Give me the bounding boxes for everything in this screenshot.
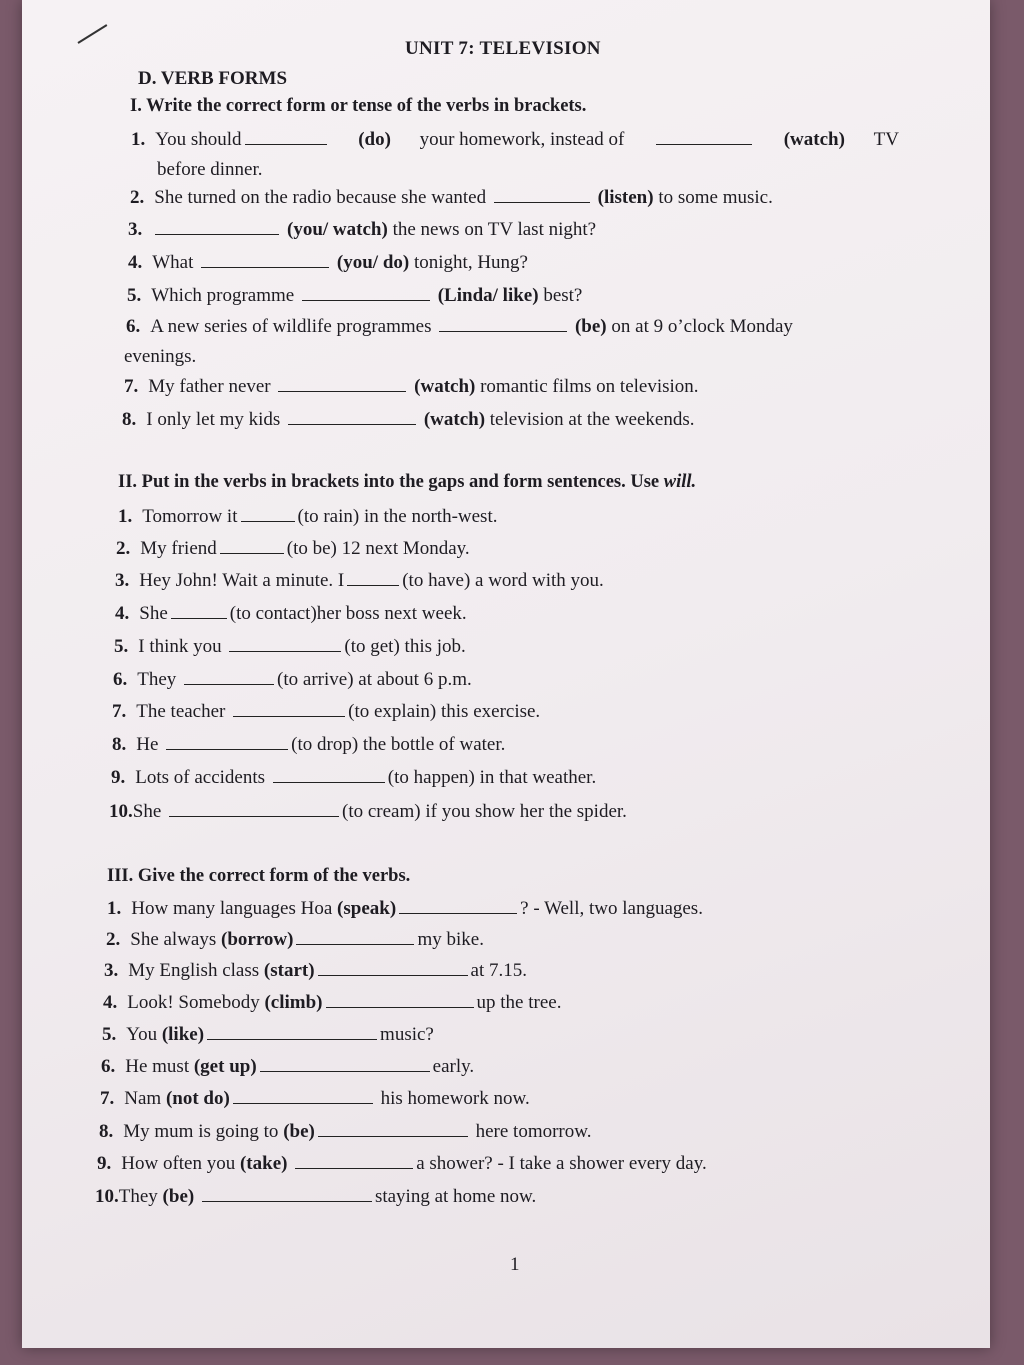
answer-blank[interactable] (241, 505, 295, 522)
part2-heading: II. Put in the verbs in brackets into the gaps and form sentences. Use will. (118, 472, 697, 492)
answer-blank[interactable] (229, 635, 341, 652)
answer-blank[interactable] (207, 1023, 377, 1040)
answer-blank[interactable] (494, 186, 590, 203)
part1-item-6-cont: evenings. (124, 346, 197, 367)
check-mark-icon (77, 24, 107, 44)
part1-item-8: 8. I only let my kids (watch) television at the weekends. (122, 409, 695, 430)
answer-blank[interactable] (439, 315, 567, 332)
answer-blank[interactable] (399, 897, 517, 914)
part2-item-7: 7. The teacher (to explain) this exercise. (112, 701, 541, 722)
answer-blank[interactable] (295, 1152, 413, 1169)
answer-blank[interactable] (278, 375, 406, 392)
answer-blank[interactable] (347, 569, 399, 586)
part3-item-2: 2. She always (borrow) my bike. (106, 929, 484, 950)
answer-blank[interactable] (245, 128, 327, 145)
part2-item-8: 8. He (to drop) the bottle of water. (112, 734, 506, 755)
answer-blank[interactable] (155, 218, 279, 235)
part2-item-3: 3. Hey John! Wait a minute. I (to have) a word with you. (115, 570, 604, 591)
part2-item-2: 2. My friend (to be) 12 next Monday. (116, 538, 470, 559)
answer-blank[interactable] (296, 928, 414, 945)
answer-blank[interactable] (169, 800, 339, 817)
part1-item-2: 2. She turned on the radio because she wanted (listen) to some music. (130, 187, 773, 208)
answer-blank[interactable] (202, 1185, 372, 1202)
part3-item-5: 5. You (like) music? (102, 1024, 434, 1045)
answer-blank[interactable] (318, 1120, 468, 1137)
part3-item-6: 6. He must (get up) early. (101, 1056, 475, 1077)
part1-item-1: 1. You should (do) your homework, instead of (watch) TV (131, 129, 899, 150)
part1-heading: I. Write the correct form or tense of the verbs in brackets. (130, 96, 587, 116)
part3-item-9: 9. How often you (take) a shower? - I take a shower every day. (97, 1153, 707, 1174)
part2-item-1: 1. Tomorrow it (to rain) in the north-west. (118, 506, 498, 527)
part2-item-10: 10.She (to cream) if you show her the spider. (109, 801, 627, 822)
part1-item-1-cont: before dinner. (157, 159, 263, 180)
part3-heading: III. Give the correct form of the verbs. (107, 866, 411, 886)
part2-item-5: 5. I think you (to get) this job. (114, 636, 466, 657)
answer-blank[interactable] (656, 128, 752, 145)
part1-item-4: 4. What (you/ do) tonight, Hung? (128, 252, 528, 273)
answer-blank[interactable] (318, 959, 468, 976)
part3-item-7: 7. Nam (not do) his homework now. (100, 1088, 530, 1109)
answer-blank[interactable] (233, 1087, 373, 1104)
part3-item-1: 1. How many languages Hoa (speak) ? - Well, two languages. (107, 898, 703, 919)
page-number: 1 (510, 1254, 520, 1275)
part3-item-3: 3. My English class (start) at 7.15. (104, 960, 527, 981)
answer-blank[interactable] (220, 537, 284, 554)
section-title: D. VERB FORMS (138, 68, 288, 89)
answer-blank[interactable] (273, 766, 385, 783)
answer-blank[interactable] (166, 733, 288, 750)
page-title: UNIT 7: TELEVISION (405, 38, 601, 59)
part2-item-6: 6. They (to arrive) at about 6 p.m. (113, 669, 472, 690)
answer-blank[interactable] (260, 1055, 430, 1072)
part1-item-6: 6. A new series of wildlife programmes (be) on at 9 o’clock Monday (126, 316, 793, 337)
part1-item-7: 7. My father never (watch) romantic films on television. (124, 376, 699, 397)
part2-item-4: 4. She (to contact)her boss next week. (115, 603, 467, 624)
answer-blank[interactable] (302, 284, 430, 301)
answer-blank[interactable] (201, 251, 329, 268)
part1-item-3: 3. (you/ watch) the news on TV last night? (128, 219, 597, 240)
part3-item-4: 4. Look! Somebody (climb) up the tree. (103, 992, 562, 1013)
answer-blank[interactable] (184, 668, 274, 685)
part3-item-10: 10.They (be) staying at home now. (95, 1186, 537, 1207)
part2-item-9: 9. Lots of accidents (to happen) in that weather. (111, 767, 597, 788)
answer-blank[interactable] (171, 602, 227, 619)
part3-item-8: 8. My mum is going to (be) here tomorrow. (99, 1121, 592, 1142)
answer-blank[interactable] (288, 408, 416, 425)
part1-item-5: 5. Which programme (Linda/ like) best? (127, 285, 583, 306)
answer-blank[interactable] (233, 700, 345, 717)
answer-blank[interactable] (326, 991, 474, 1008)
